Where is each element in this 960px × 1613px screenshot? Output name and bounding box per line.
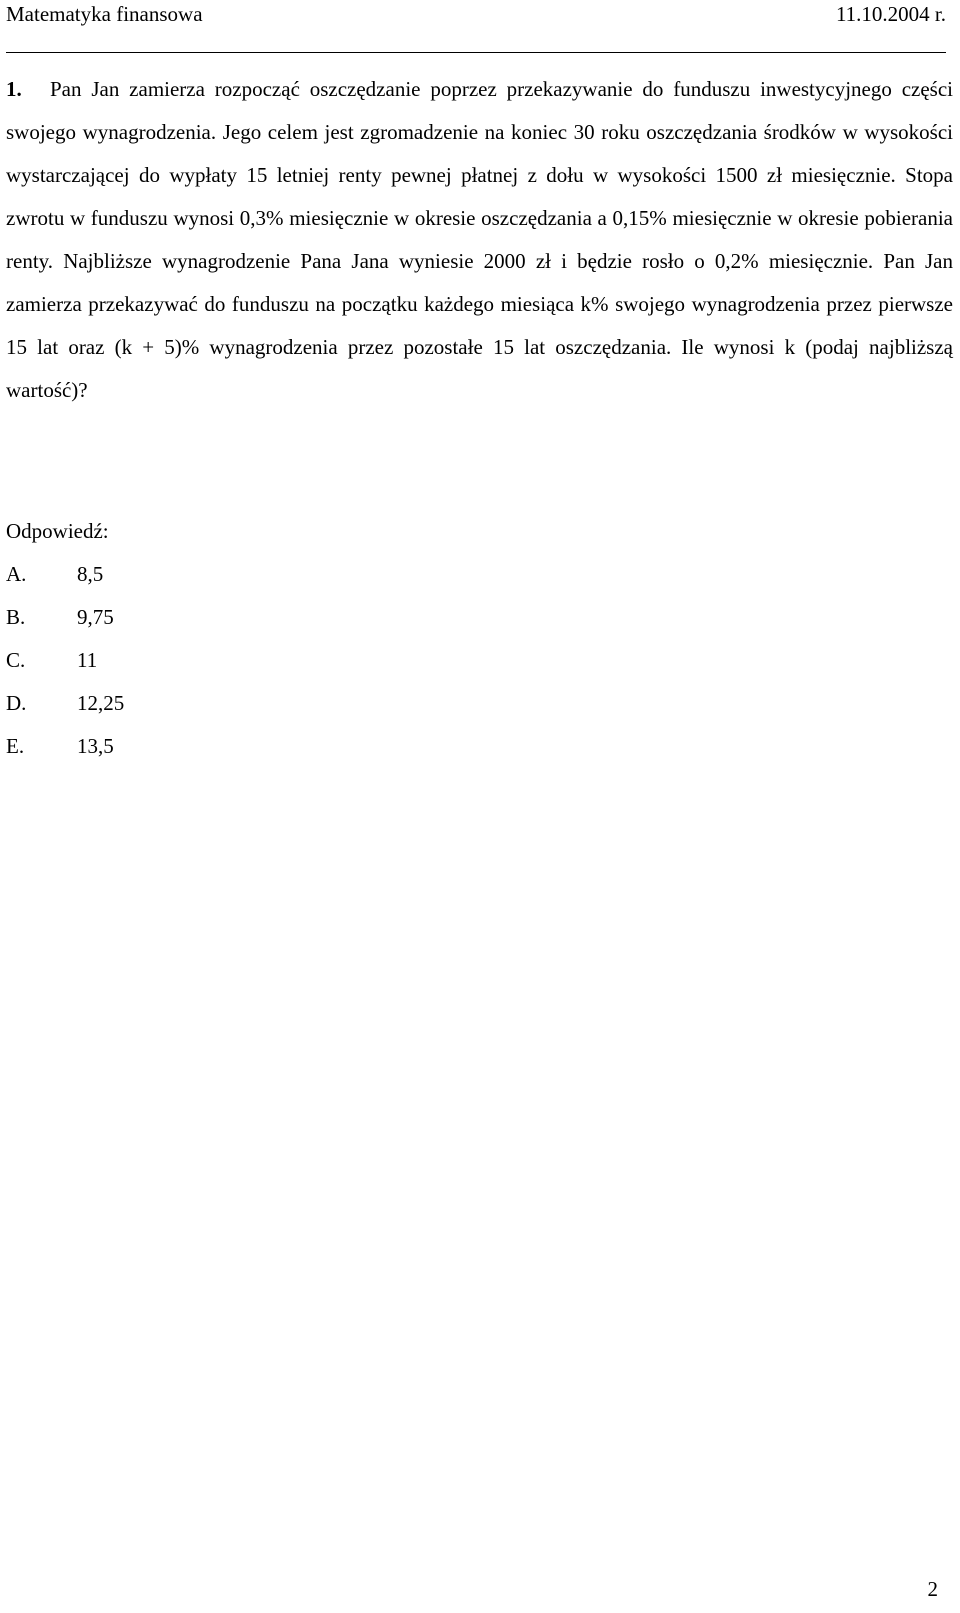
question-text: Pan Jan zamierza rozpocząć oszczędzanie poprzez przekazywanie do funduszu inwestycyjnego części swojego wynagrodzenia. Jego celem jest zgromadzenie na koniec 30 roku oszczędzania środków w wysokości wystarczającej do wypłaty 15 letniej renty pewnej płatnej z dołu w wysokości 1500 zł miesięcznie. Stopa zwrotu w funduszu wynosi 0,3% miesięcznie w okresie oszczędzania a 0,15% miesięcznie w okresie pobierania renty. Najbliższe wynagrodzenie Pana Jana wyniesie 2000 zł i będzie rosło o 0,2% miesięcznie. Pan Jan zamierza przekazywać do funduszu na początku każdego miesiąca k% swojego wynagrodzenia przez pierwsze 15 lat oraz (k + 5)% wynagrodzenia przez pozostałe 15 lat oszczędzania. Ile wynosi k (podaj najbliższą wartość)? [6, 77, 953, 402]
answer-option-d [6, 682, 124, 725]
option-value: 11 [77, 648, 98, 672]
option-value: 13,5 [77, 734, 114, 758]
option-value: 9,75 [77, 605, 114, 629]
option-letter: B. [6, 605, 26, 629]
header-date: 11.10.2004 r. [835, 2, 946, 26]
question-block [6, 68, 953, 412]
question-number: 1. [6, 77, 22, 101]
page-header [6, 0, 946, 53]
option-letter: A. [6, 562, 27, 586]
answer-option-a [6, 553, 124, 596]
answer-option-b [6, 596, 124, 639]
option-value: 8,5 [77, 562, 104, 586]
option-letter: E. [6, 734, 25, 758]
answers-block [6, 510, 124, 768]
answer-option-c [6, 639, 124, 682]
page-number: 2 [927, 1577, 938, 1601]
answers-label: Odpowiedź: [6, 519, 109, 543]
option-value: 12,25 [77, 691, 125, 715]
header-subject: Matematyka finansowa [6, 2, 203, 26]
option-letter: C. [6, 648, 26, 672]
option-letter: D. [6, 691, 27, 715]
answer-option-e [6, 725, 124, 768]
